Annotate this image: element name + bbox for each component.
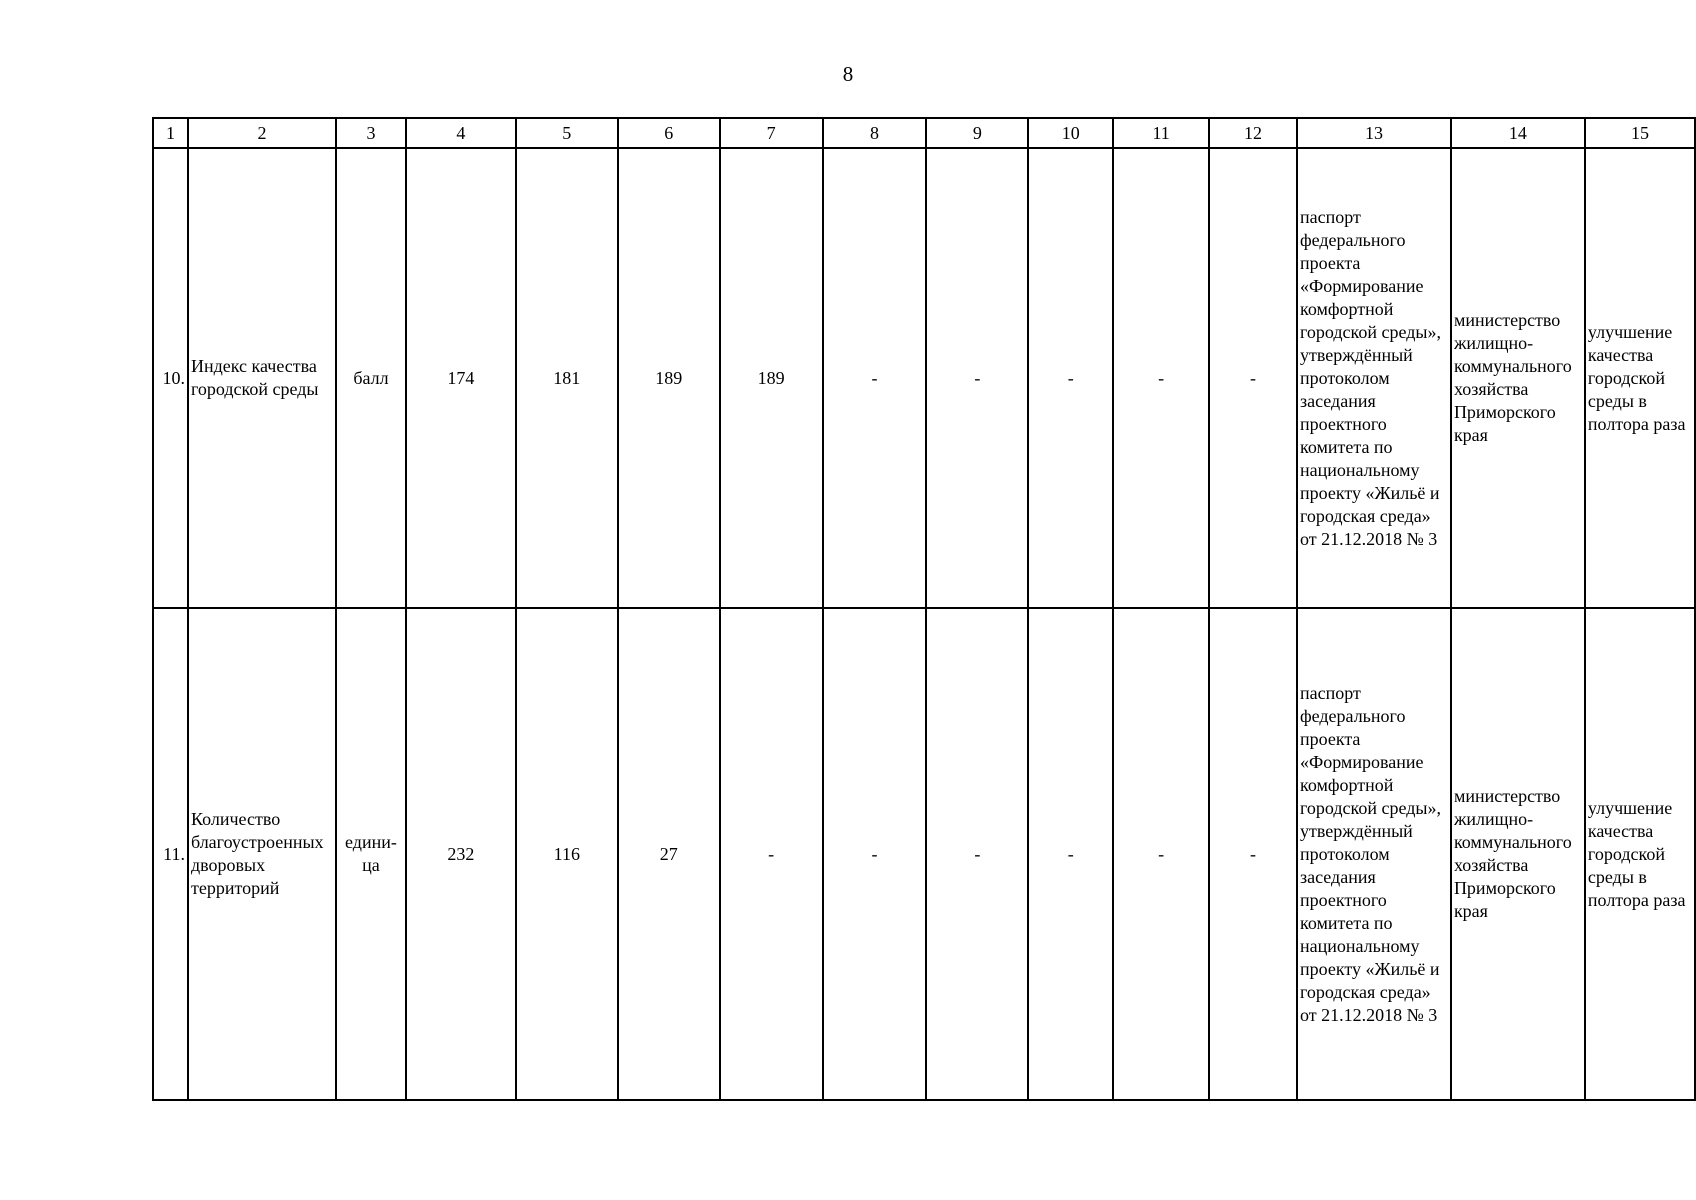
value-cell: 27 [618, 608, 720, 1100]
value-cell: - [1113, 608, 1209, 1100]
value-cell: 181 [516, 148, 618, 608]
page-number: 8 [842, 62, 854, 86]
value-cell: - [823, 608, 927, 1100]
column-header: 10 [1028, 118, 1113, 148]
source-document-cell: паспорт федерального проекта «Формирование комфортной городской среды», утверждённый протоколом заседания проектного комитета по национальному проекту «Жильё и городская среда» от 21.12.2018 № 3 [1297, 148, 1451, 608]
value-cell: 116 [516, 608, 618, 1100]
value-cell: 189 [618, 148, 720, 608]
indicator-name: Индекс качества городской среды [188, 148, 336, 608]
column-header: 8 [823, 118, 927, 148]
indicator-name: Количество благоустроенных дворовых территорий [188, 608, 336, 1100]
source-document-cell: паспорт федерального проекта «Формирование комфортной городской среды», утверждённый протоколом заседания проектного комитета по национальному проекту «Жильё и городская среда» от 21.12.2018 № 3 [1297, 608, 1451, 1100]
responsible-cell: министерство жилищно-коммунального хозяйства Приморского края [1451, 608, 1585, 1100]
table-row [153, 148, 1695, 608]
column-header: 12 [1209, 118, 1297, 148]
result-cell: улучшение качества городской среды в полтора раза [1585, 608, 1695, 1100]
value-cell: 174 [406, 148, 516, 608]
column-header: 3 [336, 118, 406, 148]
value-cell: - [1209, 608, 1297, 1100]
column-header: 14 [1451, 118, 1585, 148]
value-cell: - [926, 148, 1028, 608]
value-cell: - [1209, 148, 1297, 608]
column-header: 15 [1585, 118, 1695, 148]
column-header: 4 [406, 118, 516, 148]
value-cell: - [1113, 148, 1209, 608]
table-row [153, 608, 1695, 1100]
value-cell: 232 [406, 608, 516, 1100]
value-cell: - [926, 608, 1028, 1100]
value-cell: - [1028, 148, 1113, 608]
responsible-cell: министерство жилищно-коммунального хозяйства Приморского края [1451, 148, 1585, 608]
value-cell: - [720, 608, 823, 1100]
unit-cell: едини-ца [336, 608, 406, 1100]
value-cell: - [1028, 608, 1113, 1100]
column-header: 2 [188, 118, 336, 148]
row-number: 10. [153, 148, 188, 608]
column-header: 5 [516, 118, 618, 148]
result-cell: улучшение качества городской среды в полтора раза [1585, 148, 1695, 608]
unit-cell: балл [336, 148, 406, 608]
value-cell: - [823, 148, 927, 608]
column-header: 6 [618, 118, 720, 148]
column-header: 13 [1297, 118, 1451, 148]
value-cell: 189 [720, 148, 823, 608]
indicators-table [152, 117, 1696, 1101]
column-header: 11 [1113, 118, 1209, 148]
column-header: 7 [720, 118, 823, 148]
row-number: 11. [153, 608, 188, 1100]
column-header: 9 [926, 118, 1028, 148]
column-header: 1 [153, 118, 188, 148]
table-header-row [153, 118, 1695, 148]
